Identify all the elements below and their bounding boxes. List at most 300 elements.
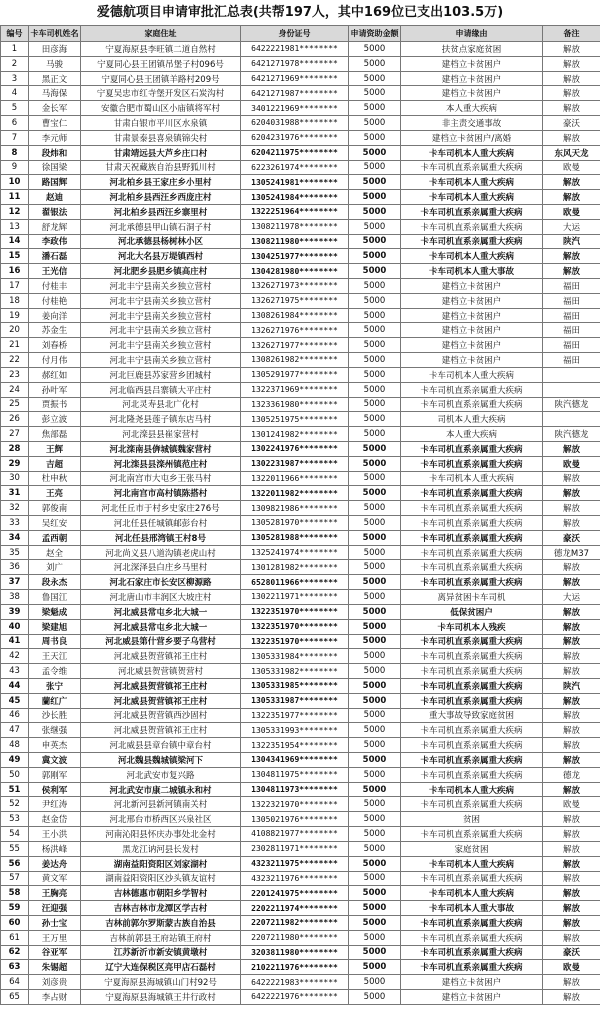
- cell-driver-name: 郭俊南: [29, 501, 81, 516]
- cell-driver-name: 尹红涛: [29, 797, 81, 812]
- cell-amount: 5000: [349, 886, 401, 901]
- cell-amount: 5000: [349, 293, 401, 308]
- table-row: [1, 234, 600, 249]
- table-row: [1, 841, 600, 856]
- cell-reason: 卡车司机本人重大疾病: [401, 249, 543, 264]
- col-header-amount: 申请资助金额: [349, 26, 401, 42]
- cell-reason: 卡车司机直系亲属重大疾病: [401, 219, 543, 234]
- cell-id-number: 1304811973********: [241, 782, 349, 797]
- cell-address: 湖南益阳资阳区沙头镇友谊村: [81, 871, 241, 886]
- cell-amount: 5000: [349, 249, 401, 264]
- table-body: [1, 42, 600, 1005]
- cell-address: 河北任县邢湾镇王村8号: [81, 530, 241, 545]
- cell-note: 解放: [543, 130, 600, 145]
- table-row: [1, 397, 600, 412]
- cell-driver-name: 孙士宝: [29, 915, 81, 930]
- cell-reason: 建档立卡贫困户: [401, 975, 543, 990]
- cell-id-number: 1322011966********: [241, 471, 349, 486]
- cell-number: 55: [1, 841, 29, 856]
- cell-reason: 建档立卡贫困户: [401, 353, 543, 368]
- cell-id-number: 1305241984********: [241, 190, 349, 205]
- cell-reason: 建档立卡贫困户: [401, 308, 543, 323]
- cell-note: 欧曼: [543, 960, 600, 975]
- cell-id-number: 1322011982********: [241, 486, 349, 501]
- cell-driver-name: 张宁: [29, 678, 81, 693]
- cell-amount: 5000: [349, 634, 401, 649]
- table-row: [1, 264, 600, 279]
- col-header-address: 家庭住址: [81, 26, 241, 42]
- cell-note: 解放: [543, 782, 600, 797]
- cell-note: 解放: [543, 812, 600, 827]
- cell-amount: 5000: [349, 915, 401, 930]
- cell-number: 2: [1, 56, 29, 71]
- table-row: [1, 190, 600, 205]
- cell-reason: 扶贫点家庭贫困: [401, 42, 543, 57]
- table-row: [1, 116, 600, 131]
- cell-id-number: 6422221981********: [241, 42, 349, 57]
- cell-driver-name: 潘石磊: [29, 249, 81, 264]
- cell-address: 河北柏乡县西汪乡西庞庄村: [81, 190, 241, 205]
- table-row: [1, 145, 600, 160]
- cell-driver-name: 谷亚军: [29, 945, 81, 960]
- cell-driver-name: 黑正文: [29, 71, 81, 86]
- cell-amount: 5000: [349, 264, 401, 279]
- table-row: [1, 915, 600, 930]
- cell-id-number: 6204211975********: [241, 145, 349, 160]
- cell-number: 10: [1, 175, 29, 190]
- cell-number: 27: [1, 427, 29, 442]
- table-row: [1, 812, 600, 827]
- cell-id-number: 6422221983********: [241, 975, 349, 990]
- table-row: [1, 71, 600, 86]
- cell-amount: 5000: [349, 871, 401, 886]
- cell-address: 河北滦县县滦州镇范庄村: [81, 456, 241, 471]
- cell-reason: 卡车司机本人重大疾病: [401, 190, 543, 205]
- cell-note: 陕汽: [543, 234, 600, 249]
- cell-address: 河北丰宁县南关乡独立营村: [81, 323, 241, 338]
- cell-address: 湖南益阳资阳区刘家湖村: [81, 856, 241, 871]
- cell-reason: 卡车司机直系亲属重大疾病: [401, 945, 543, 960]
- table-row: [1, 367, 600, 382]
- cell-amount: 5000: [349, 545, 401, 560]
- cell-reason: 卡车司机本人重大疾病: [401, 367, 543, 382]
- table-row: [1, 664, 600, 679]
- cell-driver-name: 李占财: [29, 990, 81, 1005]
- cell-note: [543, 382, 600, 397]
- cell-amount: 5000: [349, 234, 401, 249]
- cell-note: 解放: [543, 664, 600, 679]
- cell-reason: 卡车司机直系亲属重大疾病: [401, 560, 543, 575]
- cell-amount: 5000: [349, 367, 401, 382]
- cell-amount: 5000: [349, 619, 401, 634]
- cell-number: 56: [1, 856, 29, 871]
- cell-note: 福田: [543, 308, 600, 323]
- cell-number: 5: [1, 101, 29, 116]
- cell-number: 50: [1, 767, 29, 782]
- cell-amount: 5000: [349, 841, 401, 856]
- cell-reason: 卡车司机直系亲属重大疾病: [401, 160, 543, 175]
- cell-id-number: 1305281970********: [241, 516, 349, 531]
- table-row: [1, 827, 600, 842]
- cell-address: 宁夏海原县李旺镇二道自然村: [81, 42, 241, 57]
- cell-amount: 5000: [349, 708, 401, 723]
- cell-number: 9: [1, 160, 29, 175]
- table-row: [1, 175, 600, 190]
- table-row: [1, 575, 600, 590]
- cell-reason: 卡车司机本人重大疾病: [401, 886, 543, 901]
- table-row: [1, 990, 600, 1005]
- cell-id-number: 1305331993********: [241, 723, 349, 738]
- cell-number: 60: [1, 915, 29, 930]
- cell-id-number: 1302231987********: [241, 456, 349, 471]
- cell-reason: 非主责交通事故: [401, 116, 543, 131]
- cell-driver-name: 朱锡超: [29, 960, 81, 975]
- cell-id-number: 1305331987********: [241, 693, 349, 708]
- cell-reason: 卡车司机本人重大疾病: [401, 145, 543, 160]
- cell-number: 24: [1, 382, 29, 397]
- cell-id-number: 1305021976********: [241, 812, 349, 827]
- cell-address: 河北承德县甲山镇石洞子村: [81, 219, 241, 234]
- cell-driver-name: 姜向洋: [29, 308, 81, 323]
- cell-amount: 5000: [349, 797, 401, 812]
- cell-id-number: 1304811975********: [241, 767, 349, 782]
- cell-amount: 5000: [349, 590, 401, 605]
- cell-reason: 司机本人重大疾病: [401, 412, 543, 427]
- cell-amount: 5000: [349, 649, 401, 664]
- cell-driver-name: 金长军: [29, 101, 81, 116]
- cell-number: 17: [1, 279, 29, 294]
- cell-amount: 5000: [349, 471, 401, 486]
- cell-note: 德龙M37: [543, 545, 600, 560]
- cell-id-number: 6204031988********: [241, 116, 349, 131]
- cell-note: 解放: [543, 753, 600, 768]
- cell-id-number: 1322351970********: [241, 634, 349, 649]
- cell-number: 31: [1, 486, 29, 501]
- table-row: [1, 530, 600, 545]
- cell-reason: 卡车司机直系亲属重大疾病: [401, 441, 543, 456]
- cell-id-number: 6421271987********: [241, 86, 349, 101]
- cell-driver-name: 赵全: [29, 545, 81, 560]
- cell-note: 豪沃: [543, 116, 600, 131]
- cell-id-number: 2102211976********: [241, 960, 349, 975]
- table-row: [1, 471, 600, 486]
- table-row: [1, 782, 600, 797]
- cell-address: 吉林德惠市朝阳乡学智村: [81, 886, 241, 901]
- cell-amount: 5000: [349, 338, 401, 353]
- cell-address: 辽宁大连保税区亮甲店石磊村: [81, 960, 241, 975]
- cell-note: 欧曼: [543, 797, 600, 812]
- cell-driver-name: 段永杰: [29, 575, 81, 590]
- cell-number: 34: [1, 530, 29, 545]
- table-row: [1, 441, 600, 456]
- cell-note: 解放: [543, 175, 600, 190]
- cell-amount: 5000: [349, 427, 401, 442]
- cell-reason: 卡车司机直系亲属重大疾病: [401, 545, 543, 560]
- cell-driver-name: 赵金岱: [29, 812, 81, 827]
- cell-address: 安徽合肥市蜀山区小庙镇将军村: [81, 101, 241, 116]
- cell-amount: 5000: [349, 664, 401, 679]
- cell-driver-name: 田彦海: [29, 42, 81, 57]
- cell-address: 河北任县任城镇邮彭台村: [81, 516, 241, 531]
- cell-id-number: 1301241982********: [241, 427, 349, 442]
- cell-address: 吉林前郭县王府站镇王府村: [81, 930, 241, 945]
- cell-amount: 5000: [349, 827, 401, 842]
- cell-id-number: 1309821986********: [241, 501, 349, 516]
- cell-address: 河北承德县杨树林小区: [81, 234, 241, 249]
- cell-address: 河北滦南县倴城镇魏家营村: [81, 441, 241, 456]
- cell-amount: 5000: [349, 86, 401, 101]
- table-row: [1, 308, 600, 323]
- table-row: [1, 901, 600, 916]
- cell-reason: 卡车司机本人重大事故: [401, 264, 543, 279]
- cell-driver-name: 蘭红广: [29, 693, 81, 708]
- cell-note: 解放: [543, 560, 600, 575]
- cell-driver-name: 王万里: [29, 930, 81, 945]
- cell-driver-name: 王小洪: [29, 827, 81, 842]
- col-header-note: 备注: [543, 26, 600, 42]
- table-row: [1, 634, 600, 649]
- cell-number: 57: [1, 871, 29, 886]
- cell-address: 河北新河县新河镇南关村: [81, 797, 241, 812]
- cell-reason: 卡车司机本人重大疾病: [401, 856, 543, 871]
- cell-driver-name: 孙叶军: [29, 382, 81, 397]
- cell-reason: 卡车司机直系亲属重大疾病: [401, 678, 543, 693]
- cell-driver-name: 杨洪峰: [29, 841, 81, 856]
- table-row: [1, 871, 600, 886]
- cell-address: 河北武安市康二城镇永和村: [81, 782, 241, 797]
- cell-amount: 5000: [349, 353, 401, 368]
- cell-amount: 5000: [349, 945, 401, 960]
- cell-reason: 建档立卡贫困户: [401, 56, 543, 71]
- cell-note: 福田: [543, 338, 600, 353]
- cell-driver-name: 舒龙辉: [29, 219, 81, 234]
- table-row: [1, 323, 600, 338]
- cell-number: 13: [1, 219, 29, 234]
- cell-amount: 5000: [349, 767, 401, 782]
- cell-reason: 卡车司机直系亲属重大疾病: [401, 871, 543, 886]
- cell-number: 20: [1, 323, 29, 338]
- cell-number: 15: [1, 249, 29, 264]
- cell-number: 28: [1, 441, 29, 456]
- cell-note: 欧曼: [543, 160, 600, 175]
- cell-number: 63: [1, 960, 29, 975]
- cell-address: 宁夏海原县海城镇王井行政村: [81, 990, 241, 1005]
- cell-number: 1: [1, 42, 29, 57]
- table-row: [1, 279, 600, 294]
- cell-amount: 5000: [349, 382, 401, 397]
- cell-amount: 5000: [349, 782, 401, 797]
- cell-note: 解放: [543, 841, 600, 856]
- cell-reason: 卡车司机直系亲属重大疾病: [401, 827, 543, 842]
- table-row: [1, 723, 600, 738]
- application-table: [0, 25, 600, 1005]
- cell-reason: 卡车司机直系亲属重大疾病: [401, 693, 543, 708]
- cell-amount: 5000: [349, 486, 401, 501]
- cell-address: 河北威县贺营镇祁王庄村: [81, 723, 241, 738]
- cell-address: 河北柏乡县王家庄乡小里村: [81, 175, 241, 190]
- cell-number: 16: [1, 264, 29, 279]
- cell-address: 河北南宫市大屯乡王张马村: [81, 471, 241, 486]
- cell-address: 河北深泽县白庄乡马里村: [81, 560, 241, 575]
- cell-driver-name: 郭刚军: [29, 767, 81, 782]
- cell-number: 37: [1, 575, 29, 590]
- cell-note: 解放: [543, 649, 600, 664]
- cell-note: 陕汽德龙: [543, 397, 600, 412]
- cell-address: 河北大名县万堤镇西村: [81, 249, 241, 264]
- cell-driver-name: 徐国梁: [29, 160, 81, 175]
- cell-reason: 卡车司机直系亲属重大疾病: [401, 486, 543, 501]
- cell-address: 宁夏同心县王团镇羊路村209号: [81, 71, 241, 86]
- table-row: [1, 56, 600, 71]
- cell-address: 河北丰宁县南关乡独立营村: [81, 338, 241, 353]
- cell-number: 58: [1, 886, 29, 901]
- cell-number: 47: [1, 723, 29, 738]
- cell-driver-name: 黄文军: [29, 871, 81, 886]
- cell-number: 14: [1, 234, 29, 249]
- cell-number: 62: [1, 945, 29, 960]
- cell-address: 甘肃白银市平川区水泉镇: [81, 116, 241, 131]
- cell-driver-name: 王天江: [29, 649, 81, 664]
- cell-id-number: 1305331985********: [241, 678, 349, 693]
- cell-address: 宁夏海原县海城镇山门村92号: [81, 975, 241, 990]
- table-row: [1, 427, 600, 442]
- cell-id-number: 2201241975********: [241, 886, 349, 901]
- cell-number: 51: [1, 782, 29, 797]
- cell-number: 61: [1, 930, 29, 945]
- table-row: [1, 516, 600, 531]
- cell-note: 陕汽德龙: [543, 427, 600, 442]
- cell-id-number: 1322351954********: [241, 738, 349, 753]
- col-header-driver-name: 卡车司机姓名: [29, 26, 81, 42]
- cell-note: 解放: [543, 516, 600, 531]
- cell-reason: 卡车司机直系亲属重大疾病: [401, 723, 543, 738]
- col-header-id-number: 身份证号: [241, 26, 349, 42]
- cell-number: 21: [1, 338, 29, 353]
- cell-number: 12: [1, 204, 29, 219]
- cell-driver-name: 孟西朝: [29, 530, 81, 545]
- cell-driver-name: 焦部磊: [29, 427, 81, 442]
- cell-note: 解放: [543, 190, 600, 205]
- cell-driver-name: 王胸亮: [29, 886, 81, 901]
- cell-number: 29: [1, 456, 29, 471]
- table-row: [1, 219, 600, 234]
- table-row: [1, 767, 600, 782]
- cell-address: 河北石家庄市长安区柳源路: [81, 575, 241, 590]
- cell-address: 宁夏同心县王团镇吊堡子村096号: [81, 56, 241, 71]
- cell-address: 河北魏县魏城镇梁河下: [81, 753, 241, 768]
- cell-amount: 5000: [349, 856, 401, 871]
- cell-number: 38: [1, 590, 29, 605]
- cell-amount: 5000: [349, 678, 401, 693]
- cell-note: 豪沃: [543, 530, 600, 545]
- cell-note: 解放: [543, 856, 600, 871]
- cell-number: 22: [1, 353, 29, 368]
- cell-note: 解放: [543, 501, 600, 516]
- cell-id-number: 1305241981********: [241, 175, 349, 190]
- cell-address: 河北威县贺营镇祁王庄村: [81, 693, 241, 708]
- cell-address: 吉林前郭尔罗斯蒙古族自治县: [81, 915, 241, 930]
- cell-number: 3: [1, 71, 29, 86]
- table-row: [1, 649, 600, 664]
- cell-id-number: 1308211980********: [241, 234, 349, 249]
- cell-amount: 5000: [349, 560, 401, 575]
- cell-amount: 5000: [349, 930, 401, 945]
- cell-number: 26: [1, 412, 29, 427]
- cell-reason: 卡车司机直系亲属重大疾病: [401, 664, 543, 679]
- cell-id-number: 1323361980********: [241, 397, 349, 412]
- cell-note: 解放: [543, 471, 600, 486]
- cell-id-number: 1326271975********: [241, 293, 349, 308]
- cell-driver-name: 路国辉: [29, 175, 81, 190]
- cell-id-number: 1322351970********: [241, 619, 349, 634]
- cell-reason: 卡车司机直系亲属重大疾病: [401, 397, 543, 412]
- cell-amount: 5000: [349, 190, 401, 205]
- table-row: [1, 693, 600, 708]
- cell-driver-name: 冀文波: [29, 753, 81, 768]
- cell-id-number: 1322351970********: [241, 604, 349, 619]
- cell-amount: 5000: [349, 960, 401, 975]
- cell-address: 河北柏乡县西汪乡寨里村: [81, 204, 241, 219]
- cell-amount: 5000: [349, 160, 401, 175]
- table-row: [1, 353, 600, 368]
- cell-note: 解放: [543, 915, 600, 930]
- cell-id-number: 4323211975********: [241, 856, 349, 871]
- cell-note: 陕汽: [543, 678, 600, 693]
- cell-id-number: 2207211980********: [241, 930, 349, 945]
- cell-id-number: 6528011966********: [241, 575, 349, 590]
- cell-address: 河北唐山市丰润区大坡庄村: [81, 590, 241, 605]
- cell-amount: 5000: [349, 42, 401, 57]
- cell-address: 河北威县常屯乡北大城一: [81, 619, 241, 634]
- cell-amount: 5000: [349, 604, 401, 619]
- cell-reason: 卡车司机直系亲属重大疾病: [401, 797, 543, 812]
- cell-id-number: 1305331984********: [241, 649, 349, 664]
- table-row: [1, 590, 600, 605]
- cell-address: 吉林吉林市龙潭区学古村: [81, 901, 241, 916]
- cell-note: 解放: [543, 901, 600, 916]
- cell-note: 解放: [543, 486, 600, 501]
- cell-amount: 5000: [349, 456, 401, 471]
- cell-amount: 5000: [349, 738, 401, 753]
- cell-driver-name: 付月伟: [29, 353, 81, 368]
- col-header-number: 编号: [1, 26, 29, 42]
- cell-driver-name: 沙长胜: [29, 708, 81, 723]
- cell-id-number: 3203811980********: [241, 945, 349, 960]
- cell-address: 甘肃景泰县喜泉镇锦尖村: [81, 130, 241, 145]
- cell-driver-name: 赵迪: [29, 190, 81, 205]
- cell-number: 42: [1, 649, 29, 664]
- cell-driver-name: 刘春桥: [29, 338, 81, 353]
- cell-driver-name: 吴红安: [29, 516, 81, 531]
- table-row: [1, 797, 600, 812]
- cell-address: 河北尚义县八道沟镇老虎山村: [81, 545, 241, 560]
- cell-driver-name: 王辉: [29, 441, 81, 456]
- cell-driver-name: 鲁国江: [29, 590, 81, 605]
- cell-id-number: 2302811971********: [241, 841, 349, 856]
- cell-number: 49: [1, 753, 29, 768]
- cell-address: 河北巨鹿县苏家营乡团城村: [81, 367, 241, 382]
- cell-id-number: 1326271977********: [241, 338, 349, 353]
- cell-driver-name: 侯利军: [29, 782, 81, 797]
- cell-number: 33: [1, 516, 29, 531]
- cell-driver-name: 申英杰: [29, 738, 81, 753]
- cell-driver-name: 姜达舟: [29, 856, 81, 871]
- cell-driver-name: 刘广: [29, 560, 81, 575]
- cell-driver-name: 翟银法: [29, 204, 81, 219]
- cell-amount: 5000: [349, 723, 401, 738]
- cell-address: 河北隆尧县莲子镇东店马村: [81, 412, 241, 427]
- cell-amount: 5000: [349, 441, 401, 456]
